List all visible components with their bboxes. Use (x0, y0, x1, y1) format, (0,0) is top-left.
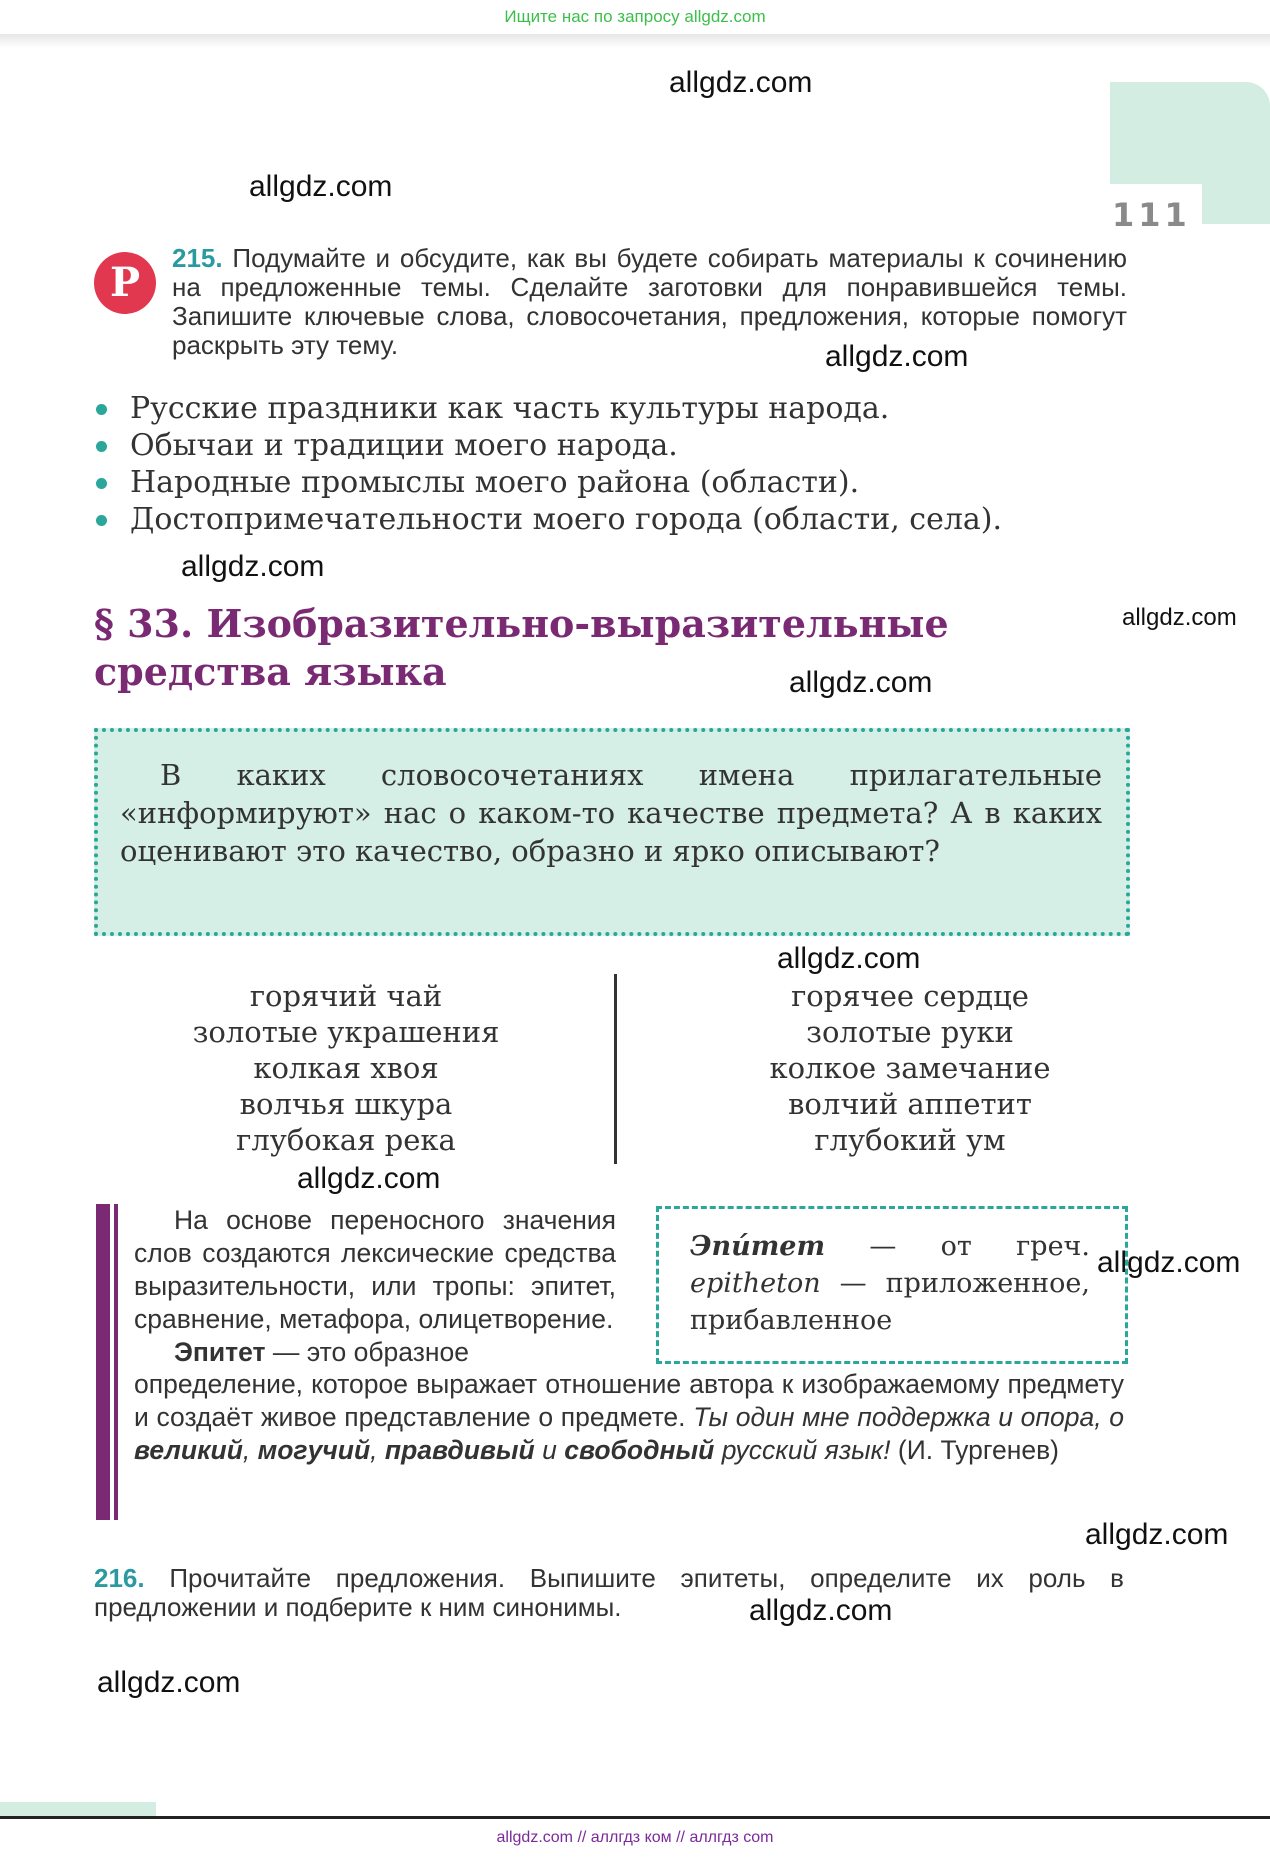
exercise-216 (94, 1564, 1124, 1622)
question-text (120, 756, 1102, 870)
phrase-item: волчья шкура (239, 1087, 453, 1121)
theory-definition: определение, которое выражает отношение автора к изображаемому предмету и создаёт живое представление о предмете. Ты один мне поддержка и опора, о великий, могучий, правдивый и свободный русский язык! (И. Тургенев) (134, 1369, 1125, 1465)
exercise-215 (172, 244, 1127, 360)
list-item: Русские праздники как часть культуры народа. (94, 390, 1134, 427)
phrase-item: глубокая река (236, 1123, 456, 1157)
figurative-phrases-column (710, 978, 1110, 1158)
topic-list (94, 390, 1134, 538)
section-title-line: средства языка (94, 649, 447, 694)
page-number: 111 (1112, 196, 1191, 234)
question-body: В каких словосочетаниях имена прилагательные «информируют» нас о каком-то качестве предмета? А в каких оценивают это качество, образно и ярко описывают? (120, 758, 1102, 868)
quote-epithet: свободный (564, 1435, 715, 1465)
quote-epithet: великий (134, 1435, 243, 1465)
list-item: Достопримечательности моего города (области, села). (94, 501, 1134, 538)
banner-shadow (0, 34, 1270, 48)
exercise-number: 216. (94, 1563, 145, 1593)
watermark: allgdz.com (825, 340, 969, 373)
speech-development-badge: Р (94, 252, 156, 314)
quote-text: Ты один мне поддержка и опора, о (693, 1402, 1125, 1432)
etymology-greek: epitheton (690, 1268, 821, 1299)
watermark: allgdz.com (97, 1666, 241, 1699)
watermark: allgdz.com (777, 942, 921, 975)
list-item: Обычаи и традиции моего народа. (94, 427, 1134, 464)
watermark: allgdz.com (1085, 1518, 1229, 1551)
phrase-item: золотые руки (806, 1015, 1014, 1049)
list-item: Народные промыслы моего района (области). (94, 464, 1134, 501)
quote-text: и (542, 1435, 557, 1465)
exercise-text: Прочитайте предложения. Выпишите эпитеты, определите их роль в предложении и подберите к ним синонимы. (94, 1563, 1124, 1622)
column-divider (614, 974, 617, 1164)
bottom-divider (0, 1816, 1270, 1819)
theory-lead-text (134, 1204, 616, 1369)
section-title-line: § 33. Изобразительно-выразительные (94, 601, 949, 646)
exercise-number: 215. (172, 243, 223, 273)
definition-text: определение, которое выражает отношение автора к изображаемому предмету и создаёт живое представление о предмете. (134, 1369, 1124, 1432)
watermark: allgdz.com (669, 66, 813, 99)
quote-epithet: могучий (257, 1435, 371, 1465)
quote-epithet: правдивый (384, 1435, 535, 1465)
quote-author: (И. Тургенев) (897, 1435, 1059, 1465)
watermark: allgdz.com (297, 1162, 441, 1195)
quote-text: русский язык! (721, 1435, 891, 1465)
phrase-item: горячее сердце (791, 979, 1029, 1013)
theory-marker-bar (96, 1204, 114, 1520)
phrase-item: глубокий ум (814, 1123, 1006, 1157)
literal-phrases-column (146, 978, 546, 1158)
phrase-item: колкая хвоя (253, 1051, 439, 1085)
exercise-text: Подумайте и обсудите, как вы будете собирать материалы к сочинению на предложенные темы. Сделайте заготовки для понравившейся темы. Запишите ключевые слова, словосочетания, предложения, которые помогут раскрыть эту тему. (172, 243, 1127, 360)
watermark: allgdz.com (1122, 604, 1237, 631)
watermark: allgdz.com (749, 1594, 893, 1627)
top-banner[interactable]: Ищите нас по запросу allgdz.com (504, 7, 766, 26)
watermark: allgdz.com (181, 550, 325, 583)
etymology-word: Эпи́тет (690, 1231, 826, 1262)
phrase-item: золотые украшения (192, 1015, 500, 1049)
term-epithet: Эпитет (174, 1337, 266, 1367)
phrase-item: колкое замечание (769, 1051, 1051, 1085)
phrase-item: горячий чай (249, 979, 443, 1013)
etymology-meaning: — приложенное, прибавленное (690, 1268, 1090, 1336)
watermark: allgdz.com (789, 666, 933, 699)
definition-start: — это образное (272, 1337, 469, 1367)
theory-lead-body: На основе переносного значения слов создаются лексические средства выразительности, или тропы: эпитет, сравнение, метафора, олицетворение. (134, 1205, 616, 1334)
bottom-page-tab (0, 1802, 156, 1816)
footer-links[interactable]: allgdz.com // аллгдз ком // аллгдз com (496, 1829, 774, 1846)
watermark: allgdz.com (249, 170, 393, 203)
etymology-origin: — от греч. (869, 1231, 1090, 1262)
etymology-text (690, 1228, 1090, 1339)
phrase-item: волчий аппетит (788, 1087, 1032, 1121)
watermark: allgdz.com (1097, 1246, 1241, 1279)
